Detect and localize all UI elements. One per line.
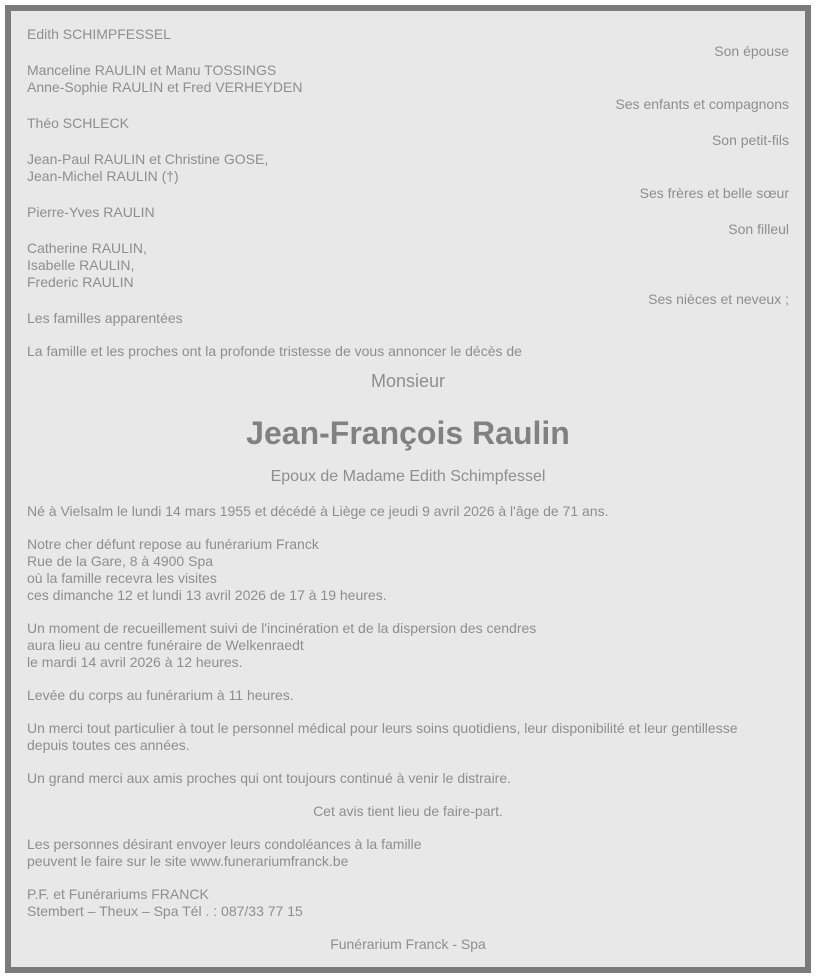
website-link[interactable]: www.funerariumfranck.be [190, 853, 349, 869]
family-member-name: Jean-Paul RAULIN et Christine GOSE, [27, 151, 269, 167]
family-member-name: Pierre-Yves RAULIN [27, 204, 155, 220]
relation-label: Ses enfants et compagnons [615, 96, 789, 112]
paragraph-line: depuis toutes ces années. [27, 737, 190, 753]
intro-line: La famille et les proches ont la profonde tristesse de vous annoncer le décès de [27, 343, 522, 359]
families-line: Les familles apparentées [27, 310, 183, 326]
paragraph-line: Un moment de recueillement suivi de l'incinération et de la dispersion des cendres [27, 620, 537, 636]
civility-heading: Monsieur [370, 371, 446, 391]
family-member-name: Catherine RAULIN, [27, 240, 147, 256]
family-group [27, 62, 789, 113]
condolences-line-prefix: peuvent le faire sur le site [27, 853, 191, 869]
family-member-name: Edith SCHIMPFESSEL [27, 26, 171, 42]
paragraph-line: Notre cher défunt repose au funérarium Franck [27, 536, 319, 552]
paragraph-line: Un merci tout particulier à tout le personnel médical pour leurs soins quotidiens, leur disponibilité et leur gentillesse [27, 720, 738, 736]
thanks-friends-line: Un grand merci aux amis proches qui ont toujours continué à venir le distraire. [27, 770, 512, 786]
condolences-line [27, 853, 789, 870]
relation-label: Ses nièces et neveux ; [648, 291, 789, 307]
funeral-home-line: Stembert – Theux – Spa Tél . : 087/33 77 15 [27, 903, 303, 919]
levee-line: Levée du corps au funérarium à 11 heures. [27, 687, 294, 703]
paragraph-line: où la famille recevra les visites [27, 570, 217, 586]
relation-label: Son épouse [714, 43, 789, 59]
family-group [27, 115, 789, 149]
faire-part-line: Cet avis tient lieu de faire-part. [313, 803, 503, 819]
thanks-medical-paragraph [27, 720, 789, 754]
spouse-subheading: Epoux de Madame Edith Schimpfessel [270, 468, 546, 485]
repose-paragraph [27, 536, 789, 604]
family-member-name: Jean-Michel RAULIN (†) [27, 168, 179, 184]
deceased-name-heading: Jean-François Raulin [246, 415, 570, 451]
funeral-home-line: P.F. et Funérariums FRANCK [27, 886, 209, 902]
paragraph-line: le mardi 14 avril 2026 à 12 heures. [27, 654, 243, 670]
condolences-paragraph [27, 836, 789, 870]
relation-label: Son petit-fils [711, 132, 789, 148]
family-group [27, 240, 789, 308]
birth-death-line: Né à Vielsalm le lundi 14 mars 1955 et décédé à Liège ce jeudi 9 avril 2026 à l'âge de 71 ans. [27, 503, 609, 519]
family-group [27, 26, 789, 60]
family-member-name: Frederic RAULIN [27, 274, 134, 290]
relation-label: Ses frères et belle sœur [639, 185, 789, 201]
paragraph-line: ces dimanche 12 et lundi 13 avril 2026 de 17 à 19 heures. [27, 587, 387, 603]
family-member-name: Théo SCHLECK [27, 115, 129, 131]
paragraph-line: aura lieu au centre funéraire de Welkenraedt [27, 637, 304, 653]
family-member-name: Isabelle RAULIN, [27, 257, 135, 273]
family-group [27, 151, 789, 202]
death-notice-card [5, 5, 811, 973]
ceremony-paragraph [27, 620, 789, 671]
family-group [27, 204, 789, 238]
family-member-name: Manceline RAULIN et Manu TOSSINGS [27, 62, 277, 78]
footer-line: Funérarium Franck - Spa [330, 936, 486, 952]
funeral-home-paragraph [27, 886, 789, 920]
family-relations-list [27, 26, 789, 327]
paragraph-line: Rue de la Gare, 8 à 4900 Spa [27, 553, 214, 569]
condolences-line: Les personnes désirant envoyer leurs condoléances à la famille [27, 836, 422, 852]
family-member-name: Anne-Sophie RAULIN et Fred VERHEYDEN [27, 79, 303, 95]
relation-label: Son filleul [728, 221, 789, 237]
